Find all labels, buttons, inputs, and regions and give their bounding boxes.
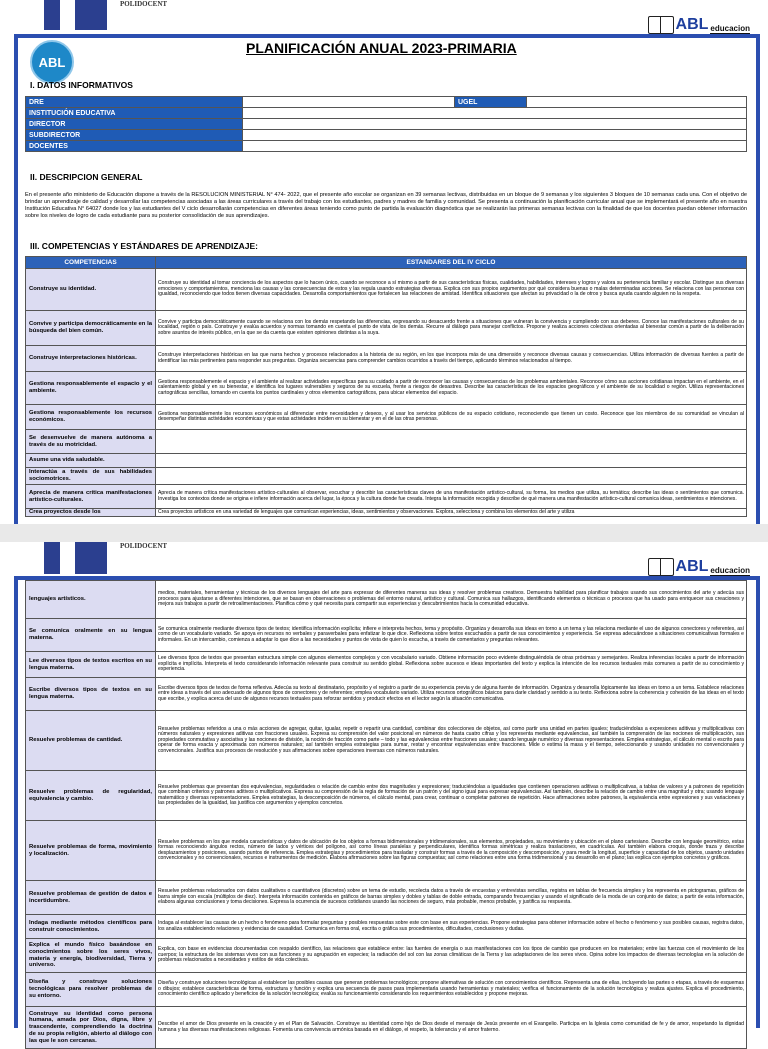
competencia-cell: Resuelve problemas de forma, movimiento y localización. [26,821,156,881]
section-descripcion-general: II. DESCRIPCION GENERAL [30,172,143,182]
header-bar-right [75,0,107,30]
brand-text: POLIDOCENT [120,0,168,8]
estandar-cell: Describe el amor de Dios presente en la creación y en el Plan de Salvación. Construye su identidad como hijo de Dios desde el mensaje de Jesús presente en el Evangelio. Participa en la Iglesia como comunidad de fe y de amor, respetando la dignidad humana y las diversas manifestaciones religiosas. Fomenta una convivencia armónica basada en el diálogo, el respeto, la tolerancia y el amor fraterno. [156,1007,747,1049]
competencia-cell: Crea proyectos desde los [26,509,156,517]
label-ugel: UGEL [455,97,527,108]
competencia-cell: Escribe diversos tipos de textos en su lengua materna. [26,678,156,711]
datos-informativos-table [25,96,747,152]
competencia-cell: Gestiona responsablemente los recursos económicos. [26,405,156,430]
page-gap [0,524,768,542]
competencia-cell: Resuelve problemas de regularidad, equivalencia y cambio. [26,771,156,821]
book-icon [648,558,674,576]
section-competencias: III. COMPETENCIAS Y ESTÁNDARES DE APRENDIZAJE: [30,241,258,251]
estandar-cell: Resuelve problemas en los que modela características y datos de ubicación de los objetos a formas bidimensionales y tridimensionales, sus elementos, propiedades, su movimiento y ubicación en el plano cartesiano. Describe con lenguaje geométrico, estas formas reconociendo ángulos rectos, número de lados y vértices del polígono, así como líneas paralelas y perpendiculares, identifica formas simétricas y realiza traslaciones, en cuadrículas. Así también elabora croquis, donde traza y describe desplazamientos y posiciones, usando puntos de referencia. Emplea estrategias y procedimientos para trasladar y construir formas a través de la composición y descomposición, y para medir la longitud, superficie y capacidad de los objetos, usando unidades convencionales y no convencionales, recursos e instrumentos de medición. Elabora afirmaciones sobre las figuras compuestas; así como relaciones entre una forma tridimensional y su desarrollo en el plano; las explica con ejemplos concretos y gráficos. [156,821,747,881]
estandar-cell: Escribe diversos tipos de textos de forma reflexiva. Adecúa su texto al destinatario, propósito y el registro a partir de su experiencia previa y de alguna fuente de información. Organiza y desarrolla lógicamente las ideas en torno a un tema. Establece relaciones entre ideas a través del uso adecuado de algunos tipos de conectores y de referentes; emplea vocabulario variado. Utiliza recursos ortográficos básicos para darle claridad y sentido a su texto. Reflexiona sobre la coherencia y cohesión de las ideas en el texto que escribe, y explica acerca del uso de algunos recursos textuales para reforzar sentidos y producir efectos en el lector según la situación comunicativa. [156,678,747,711]
estandar-cell: Explica, con base en evidencias documentadas con respaldo científico, las relaciones que establece entre: las fuentes de energía o sus manifestaciones con los tipos de cambio que producen en los materiales; entre las fuerzas con el movimiento de los cuerpos; la estructura de los sistemas vivos con sus funciones y su agrupación en especies; la radiación del sol con las zonas climáticas de la Tierra y las adaptaciones de los seres vivos. Opina sobre los impactos de diversas tecnologías en la solución de problemas relacionados a necesidades y estilos de vida colectivas. [156,939,747,973]
value-ugel[interactable] [527,97,747,108]
competencia-cell: Resuelve problemas de gestión de datos e incertidumbre. [26,881,156,915]
value-institucion[interactable] [243,108,747,119]
competencia-cell: Construye su identidad como persona humana, amada por Dios, digna, libre y trascendente, comprendiendo la doctrina de su propia religión, abierto al diálogo con las que le son cercanas. [26,1007,156,1049]
abl-educacion-logo: ABL educacion [648,16,750,34]
estandar-cell: Construye interpretaciones históricas en las que narra hechos y procesos relacionados a la historia de su región, en los que incorpora más de una dimensión y reconoce diversas causas y consecuencias. Utiliza información de diversas fuentes a partir de identificar las más pertinentes para responder sus preguntas. Organiza secuencias para comprender cambios ocurridos a través del tiempo, aplicando términos relacionados al tiempo. [156,346,747,372]
value-director[interactable] [243,119,747,130]
competencia-cell: Resuelve problemas de cantidad. [26,711,156,771]
estandar-cell: medios, materiales, herramientas y técnicas de los diversos lenguajes del arte para expresar de diferentes maneras sus ideas y resolver problemas creativos. Demuestra habilidad para planificar trabajos usando sus conocimientos del arte y adecúa sus procesos para ajustarse a diferentes intenciones, que se basan en observaciones o problemas del entorno natural, artístico y cultural. Comunica sus hallazgos, identificando elementos o técnicas o procesos que ha usado para enriquecer sus creaciones y mejora sus trabajos a partir de retroalimentaciones. Planifica cómo y qué necesita para compartir sus experiencias y descubrimientos hacia la comunidad educativa. [156,581,747,619]
competencia-cell: lenguajes artísticos. [26,581,156,619]
estandar-cell: Se comunica oralmente mediante diversos tipos de textos; identifica información explícita; infiere e interpreta hechos, tema y propósito. Organiza y desarrolla sus ideas en torno a un tema y las relaciona mediante el uso de algunos conectores y referentes, así como de un vocabulario variado. Se apoya en recursos no verbales y paraverbales para enfatizar lo que dice. Reflexiona sobre textos escuchados a partir de sus conocimientos y experiencia. Se expresa adecuándose a situaciones comunicativas formales e informales. En un intercambio, comienza a adaptar lo que dice a las necesidades y puntos de vista de quien lo escucha, a través de comentarios y preguntas relevantes. [156,619,747,652]
competencia-cell: Lee diversos tipos de textos escritos en su lengua materna. [26,652,156,678]
competencias-table-page1 [25,256,747,517]
competencias-table-page2 [25,580,747,1049]
abl-educacion-logo: ABL educacion [648,558,750,576]
competencia-cell: Se desenvuelve de manera autónoma a través de su motricidad. [26,430,156,454]
estandar-cell [156,454,747,468]
estandar-cell: Gestiona responsablemente los recursos económicos al diferenciar entre necesidades y deseos, y al usar los servicios públicos de su espacio cotidiano, reconociendo que tienen un costo. Reconoce que los miembros de su comunidad se vinculan al desempeñar distintas actividades económicas y que estas actividades inciden en su bienestar y en el de las otras personas. [156,405,747,430]
section-datos-informativos: I. DATOS INFORMATIVOS [30,80,133,90]
competencia-cell: Asume una vida saludable. [26,454,156,468]
competencia-cell: Construye interpretaciones históricas. [26,346,156,372]
competencia-cell: Explica el mundo físico basándose en conocimientos sobre los seres vivos, materia y energía, biodiversidad, Tierra y universo. [26,939,156,973]
estandar-cell: Indaga al establecer las causas de un hecho o fenómeno para formular preguntas y posibles respuestas sobre este con base en sus experiencias. Propone estrategias para obtener información sobre el hecho o fenómeno y sus posibles causas, registra datos, los analiza estableciendo relaciones y evidencias de causalidad. Comunica en forma oral, escrita o gráfica sus procedimientos, dificultades, conclusiones y dudas. [156,915,747,939]
header-bar-right [75,542,107,574]
estandar-cell [156,430,747,454]
competencia-cell: Convive y participa democráticamente en la búsqueda del bien común. [26,311,156,346]
label-subdirector: SUBDIRECTOR [26,130,243,141]
abl-badge-logo: ABL [30,40,74,84]
label-dre: DRE [26,97,243,108]
estandar-cell: Resuelve problemas que presentan dos equivalencias, regularidades o relación de cambio entre dos magnitudes y expresiones; traduciéndolas a igualdades que contienen operaciones aditivas o multiplicativas, a tablas de valores y a patrones de repetición que combinan criterios y patrones aditivos o multiplicativos. Expresa su comprensión de la regla de formación de un patrón y del signo igual para expresar equivalencias. Así también, describe la relación de cambio entre una magnitud y otra; usando lenguaje matemático y diversas representaciones. Emplea estrategias, la descomposición de números, el cálculo mental, para crear, continuar o completar patrones de repetición. Hace afirmaciones sobre patrones, la equivalencia entre expresiones y sus variaciones y las propiedades de la igualdad, las justifica con argumentos y ejemplos concretos. [156,771,747,821]
estandar-cell: Diseña y construye soluciones tecnológicas al establecer las posibles causas que generan problemas tecnológicos; propone alternativas de solución con conocimientos científicos. Representa una de ellas, incluyendo las partes o etapas, a través de esquemas o dibujos; establece características de forma, estructura y función y explica una secuencia de pasos para implementarla usando herramientas y materiales; verifica el funcionamiento de la solución tecnológica y realiza ajustes. Explica el procedimiento, conocimiento científico aplicado y beneficios de la solución tecnológica; evalúa su funcionamiento considerando los requerimientos establecidos y propone mejoras. [156,973,747,1007]
label-institucion: INSTITUCIÓN EDUCATIVA [26,108,243,119]
value-subdirector[interactable] [243,130,747,141]
competencia-cell: Indaga mediante métodos científicos para construir conocimientos. [26,915,156,939]
competencia-cell: Diseña y construye soluciones tecnológicas para resolver problemas de su entorno. [26,973,156,1007]
value-dre[interactable] [243,97,455,108]
description-paragraph: En el presente año ministerio de Educación dispone a través de la RESOLUCION MINISTERIAL N° 474- 2022, que el presente año escolar se organizan en 39 semanas lectivas, distribuidas en un bloque de 9 semanas y los siguientes 3 bloques de 10 semanas cada una. Con el objetivo de brindar un aprendizaje de calidad y desarrollar las competencias asociadas a las áreas curriculares a través del trabajo con los estudiantes, padres y madres de familia y comunidad. Se presenta a continuación la planificación curricular anual que se implementará el presente año en nuestra Institución Educativa N° 64027 donde los y las estudiantes del V ciclo desarrollarán competencias en diferentes áreas teniendo como punto de partida la evaluación diagnóstica que se realizarán las primeras semanas lectivas con la finalidad de que los docentes puedan obtener información sobre los niveles de logro de cada estudiante para su posterior consolidación de sus aprendizajes. [25,192,747,220]
estandar-cell: Construye su identidad al tomar conciencia de los aspectos que lo hacen único, cuando se reconoce a sí mismo a partir de sus características físicas, cualidades, habilidades, intereses y logros y valora su pertenencia familiar y escolar. Distingue sus diversas emociones y comportamientos, menciona las causas y las consecuencias de estos y las regula usando estrategias diversas. Explica con sus propios argumentos por qué considera buenas o malas determinadas acciones. Se relaciona con las personas con igualdad, reconociendo que todos tienen diversas capacidades. Desarrolla comportamientos que fortalecen las relaciones de amistad. Identifica situaciones que afectan su privacidad o la de otros y busca ayuda cuando alguien no la respeta. [156,269,747,311]
competencia-cell: Se comunica oralmente en su lengua materna. [26,619,156,652]
page-2 [0,542,768,1044]
estandar-cell: Aprecia de manera crítica manifestaciones artístico-culturales al observar, escuchar y describir las características claves de una manifestación artístico-cultural, su forma, los medios que utiliza, su temática; describe las ideas o sentimientos que comunica. Investiga los contextos donde se origina e infiere información acerca del lugar, la época y la cultura donde fue creada. Integra la información recogida y describe de qué manera una manifestación artístico-cultural comunica ideas, sentimientos e intenciones. [156,485,747,509]
estandar-cell: Crea proyectos artísticos en una variedad de lenguajes que comunican experiencias, ideas, sentimientos y observaciones. Explora, selecciona y combina los elementos del arte y utiliza [156,509,747,517]
competencia-cell: Construye su identidad. [26,269,156,311]
competencia-cell: Interactúa a través de sus habilidades sociomotrices. [26,468,156,485]
estandar-cell [156,468,747,485]
header-estandares: ESTANDARES DEL IV CICLO [156,257,747,269]
brand-text: POLIDOCENT [120,542,168,550]
page-1 [0,0,768,524]
estandar-cell: Gestiona responsablemente el espacio y el ambiente al realizar actividades específicas para su cuidado a partir de reconocer las causas y consecuencias de los problemas ambientales. Reconoce cómo sus acciones cotidianas impactan en el ambiente, en el calentamiento global y en su bienestar, e identifica los lugares vulnerables y seguros de su escuela, frente a riesgos de desastres. Describe las características de los espacios geográficos y el ambiente de su localidad o región. Utiliza representaciones cartográficas sencillas, tomando en cuenta los puntos cardinales y otros elementos cartográficos, para ubicar elementos del espacio. [156,372,747,405]
estandar-cell: Resuelve problemas relacionados con datos cualitativos o cuantitativos (discretos) sobre un tema de estudio, recolecta datos a través de encuestas y entrevistas sencillas, registra en tablas de frecuencia simples y los representa en pictogramas, gráficos de barra simple con escala (múltiplos de diez). Interpreta información contenida en gráficos de barras simples y dobles y tablas de doble entrada, comparando frecuencias y usando el significado de la moda de un conjunto de datos; a partir de esta información, elabora algunas conclusiones y toma decisiones. Expresa la ocurrencia de sucesos cotidianos usando las nociones de seguro, más probable, menos probable, y justifica su respuesta. [156,881,747,915]
book-icon [648,16,674,34]
label-director: DIRECTOR [26,119,243,130]
header-bar-left [44,542,60,574]
estandar-cell: Lee diversos tipos de textos que presentan estructura simple con algunos elementos complejos y con vocabulario variado. Obtiene información poco evidente distinguiéndola de otras próximas y semejantes. Realiza inferencias locales a partir de información explícita e implícita. Interpreta el texto considerando información relevante para construir su sentido global. Reflexiona sobre sucesos e ideas importantes del texto y explica la intención de los recursos textuales más comunes a partir de su conocimiento y experiencia. [156,652,747,678]
estandar-cell: Convive y participa democráticamente cuando se relaciona con los demás respetando las diferencias, expresando su desacuerdo frente a situaciones que vulneran la convivencia y cumpliendo con sus deberes. Conoce las manifestaciones culturales de su localidad, región o país. Construye y evalúa acuerdos y normas tomando en cuenta el punto de vista de los demás. Recurre al diálogo para manejar conflictos. Propone y realiza acciones colectivas orientadas al bienestar común a partir de la deliberación sobre asuntos de interés público, en la que se da cuenta que existen opiniones distintas a la suya. [156,311,747,346]
header-bar-left [44,0,60,30]
header-competencias: COMPETENCIAS [26,257,156,269]
page-title: PLANIFICACIÓN ANUAL 2023-PRIMARIA [246,40,517,56]
competencia-cell: Gestiona responsablemente el espacio y el ambiente. [26,372,156,405]
estandar-cell: Resuelve problemas referidos a una o más acciones de agregar, quitar, igualar, repetir o repartir una cantidad, combinar dos colecciones de objetos, así como partir una unidad en partes iguales; traduciéndolas a expresiones aditivas y multiplicativas con números naturales y expresiones aditivas con fracciones usuales. Expresa su comprensión del valor posicional en números de hasta cuatro cifras y los representa mediante equivalencias, así también la comprensión de las nociones de multiplicación, sus propiedades conmutativa y asociativa y las nociones de división, la noción de fracción como parte – todo y las equivalencias entre fracciones usuales; usando lenguaje numérico y diversas representaciones. Emplea estrategias, el cálculo mental o escrito para operar de forma exacta y aproximada con números naturales; así también emplea estrategias para sumar, restar y encontrar equivalencias entre fracciones. Mide o estima la masa y el tiempo, seleccionando y usando unidades no convencionales y convencionales. Justifica sus procesos de resolución y sus afirmaciones sobre operaciones inversas con números naturales. [156,711,747,771]
value-docentes[interactable] [243,141,747,152]
label-docentes: DOCENTES [26,141,243,152]
competencia-cell: Aprecia de manera crítica manifestaciones artístico-culturales. [26,485,156,509]
